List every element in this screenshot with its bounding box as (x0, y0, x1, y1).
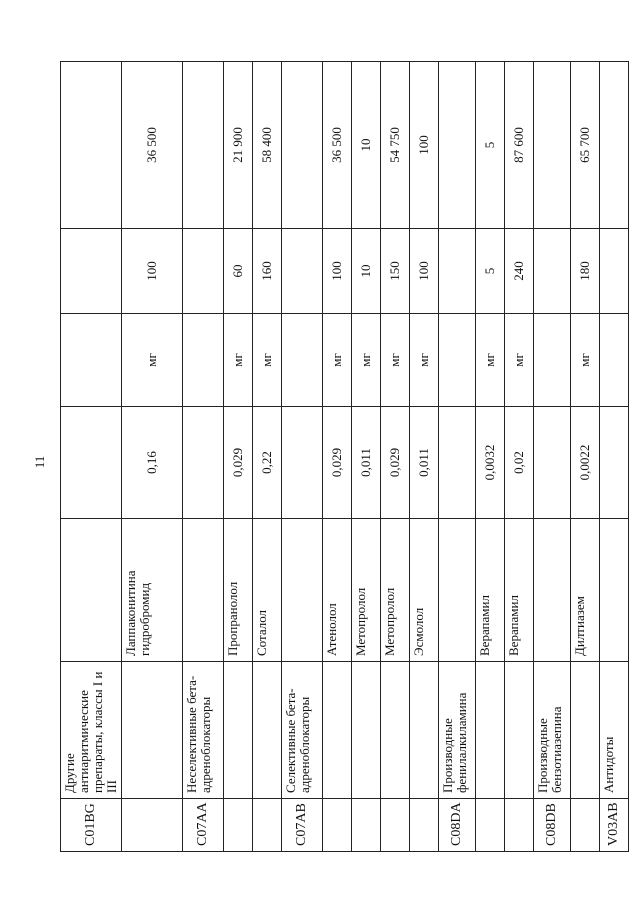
atc-code-cell: C08DA (439, 799, 476, 852)
group-cell: Другие антиаритмические препараты, классы I и III (61, 662, 122, 799)
substance-cell: Лаппаконитина гидробромид (122, 519, 183, 662)
total-cell: 100 (410, 62, 439, 229)
total-cell (439, 62, 476, 229)
group-cell (323, 662, 352, 799)
substance-cell (282, 519, 323, 662)
table-row (61, 62, 122, 852)
substance-cell: Дилтиазем (571, 519, 600, 662)
atc-code-cell (381, 799, 410, 852)
group-cell: Производные бензотиазепина (534, 662, 571, 799)
ddd-cell: 0,22 (253, 407, 282, 519)
total-cell (534, 62, 571, 229)
total-cell: 21 900 (224, 62, 253, 229)
unit-cell: мг (352, 314, 381, 407)
group-cell: Производные фенилалкиламина (439, 662, 476, 799)
ddd-cell: 0,0022 (571, 407, 600, 519)
unit-cell (282, 314, 323, 407)
unit-cell (439, 314, 476, 407)
dose-cell: 100 (122, 229, 183, 314)
table-row (122, 62, 183, 852)
unit-cell: мг (323, 314, 352, 407)
group-cell (476, 662, 505, 799)
group-cell (122, 662, 183, 799)
dose-cell: 10 (352, 229, 381, 314)
dose-cell: 100 (323, 229, 352, 314)
table-row (183, 62, 224, 852)
atc-code-cell: C07AB (282, 799, 323, 852)
ddd-cell (183, 407, 224, 519)
unit-cell: мг (253, 314, 282, 407)
total-cell: 5 (476, 62, 505, 229)
dose-cell: 180 (571, 229, 600, 314)
atc-code-cell (323, 799, 352, 852)
ddd-cell: 0,011 (352, 407, 381, 519)
substance-cell: Соталол (253, 519, 282, 662)
unit-cell (183, 314, 224, 407)
table-row (352, 62, 381, 852)
atc-code-cell (410, 799, 439, 852)
dose-cell: 160 (253, 229, 282, 314)
substance-cell (600, 519, 629, 662)
dose-cell (61, 229, 122, 314)
table-row (505, 62, 534, 852)
table-row (410, 62, 439, 852)
ddd-cell: 0,029 (323, 407, 352, 519)
substance-cell (61, 519, 122, 662)
substance-cell: Верапамил (505, 519, 534, 662)
total-cell: 87 600 (505, 62, 534, 229)
group-cell (253, 662, 282, 799)
total-cell (61, 62, 122, 229)
substance-cell: Атенолол (323, 519, 352, 662)
atc-code-cell: C08DB (534, 799, 571, 852)
dose-cell: 150 (381, 229, 410, 314)
group-cell (505, 662, 534, 799)
dose-cell (600, 229, 629, 314)
total-cell: 54 750 (381, 62, 410, 229)
group-cell (352, 662, 381, 799)
dose-cell (183, 229, 224, 314)
ddd-cell (282, 407, 323, 519)
substance-cell: Верапамил (476, 519, 505, 662)
unit-cell: мг (476, 314, 505, 407)
ddd-cell: 0,029 (224, 407, 253, 519)
substance-cell: Пропранолол (224, 519, 253, 662)
page-number: 11 (32, 455, 47, 469)
group-cell: Антидоты (600, 662, 629, 799)
group-cell: Неселективные бета-адреноблокаторы (183, 662, 224, 799)
ddd-cell: 0,02 (505, 407, 534, 519)
atc-code-cell (476, 799, 505, 852)
unit-cell (534, 314, 571, 407)
unit-cell: мг (410, 314, 439, 407)
dose-cell: 240 (505, 229, 534, 314)
substance-cell: Метопролол (381, 519, 410, 662)
ddd-cell: 0,0032 (476, 407, 505, 519)
total-cell: 58 400 (253, 62, 282, 229)
total-cell (600, 62, 629, 229)
table-row (381, 62, 410, 852)
substance-cell: Метопролол (352, 519, 381, 662)
unit-cell (600, 314, 629, 407)
table-row (323, 62, 352, 852)
table-row (534, 62, 571, 852)
total-cell (183, 62, 224, 229)
atc-code-cell (122, 799, 183, 852)
table-row (282, 62, 323, 852)
total-cell: 36 500 (122, 62, 183, 229)
group-cell (224, 662, 253, 799)
table-row (439, 62, 476, 852)
atc-code-cell (253, 799, 282, 852)
unit-cell: мг (381, 314, 410, 407)
ddd-cell: 0,029 (381, 407, 410, 519)
dose-cell: 5 (476, 229, 505, 314)
table-row (224, 62, 253, 852)
table-row (476, 62, 505, 852)
dose-cell (534, 229, 571, 314)
atc-code-cell: C07AA (183, 799, 224, 852)
drug-table (60, 61, 629, 852)
substance-cell (439, 519, 476, 662)
total-cell: 36 500 (323, 62, 352, 229)
substance-cell (183, 519, 224, 662)
ddd-cell (61, 407, 122, 519)
atc-code-cell (352, 799, 381, 852)
group-cell: Селективные бета-адреноблокаторы (282, 662, 323, 799)
substance-cell: Эсмолол (410, 519, 439, 662)
ddd-cell: 0,011 (410, 407, 439, 519)
ddd-cell (600, 407, 629, 519)
substance-cell (534, 519, 571, 662)
rotated-page (60, 62, 621, 852)
atc-code-cell (505, 799, 534, 852)
dose-cell (282, 229, 323, 314)
unit-cell: мг (122, 314, 183, 407)
total-cell (282, 62, 323, 229)
atc-code-cell (224, 799, 253, 852)
ddd-cell (439, 407, 476, 519)
ddd-cell: 0,16 (122, 407, 183, 519)
ddd-cell (534, 407, 571, 519)
table-row (571, 62, 600, 852)
atc-code-cell: V03AB (600, 799, 629, 852)
total-cell: 65 700 (571, 62, 600, 229)
group-cell (381, 662, 410, 799)
unit-cell: мг (505, 314, 534, 407)
unit-cell: мг (224, 314, 253, 407)
atc-code-cell: C01BG (61, 799, 122, 852)
unit-cell: мг (571, 314, 600, 407)
table-row (253, 62, 282, 852)
dose-cell: 60 (224, 229, 253, 314)
group-cell (571, 662, 600, 799)
table-row (600, 62, 629, 852)
atc-code-cell (571, 799, 600, 852)
dose-cell (439, 229, 476, 314)
dose-cell: 100 (410, 229, 439, 314)
total-cell: 10 (352, 62, 381, 229)
unit-cell (61, 314, 122, 407)
group-cell (410, 662, 439, 799)
